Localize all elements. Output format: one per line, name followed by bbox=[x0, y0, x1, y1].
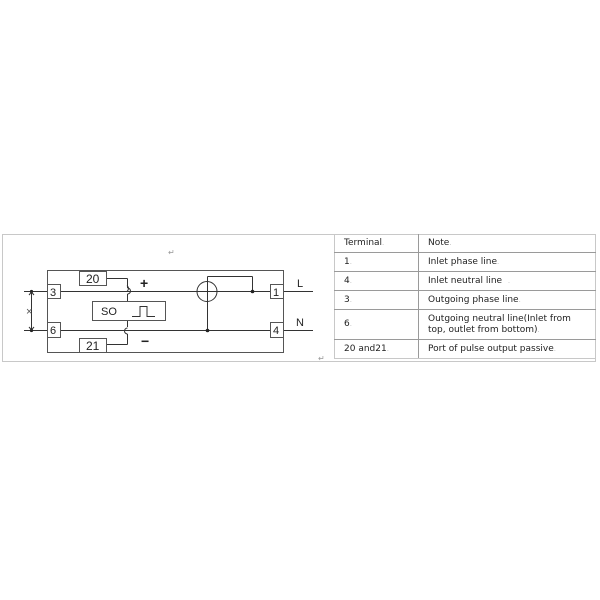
cell-note: Inlet phase line. bbox=[419, 253, 596, 272]
neutral-label: N bbox=[296, 317, 304, 329]
table-row bbox=[335, 272, 596, 291]
table-row bbox=[335, 340, 596, 359]
cell-terminal: 6. bbox=[335, 310, 419, 340]
cell-terminal: 1. bbox=[335, 253, 419, 272]
terminal-1-label: 1 bbox=[273, 287, 280, 299]
paragraph-mark-bottom: ↵ bbox=[318, 354, 325, 363]
phase-label: L bbox=[297, 278, 304, 290]
terminal-table bbox=[334, 234, 596, 359]
terminal-4-label: 4 bbox=[273, 325, 280, 337]
so-label: SO bbox=[101, 306, 117, 318]
cell-note: Outgoing phase line. bbox=[419, 291, 596, 310]
plus-label: + bbox=[140, 275, 149, 291]
cross-label: × bbox=[26, 306, 33, 318]
header-note: Note. bbox=[419, 234, 596, 253]
cell-note: Port of pulse output passive. bbox=[419, 340, 596, 359]
minus-label: − bbox=[141, 333, 150, 349]
terminal-6-label: 6 bbox=[50, 325, 57, 337]
header-terminal: Terminal. bbox=[335, 234, 419, 253]
table-row bbox=[335, 291, 596, 310]
cell-terminal: 20 and21. bbox=[335, 340, 419, 359]
cell-terminal: 3. bbox=[335, 291, 419, 310]
paragraph-mark-top: ↵ bbox=[168, 248, 175, 257]
table-row bbox=[335, 253, 596, 272]
wiring-diagram bbox=[0, 0, 334, 370]
table-header-row bbox=[335, 234, 596, 253]
terminal-20-label: 20 bbox=[86, 272, 100, 286]
cell-note: Outgoing neutral line(Inlet from top, outlet from bottom). bbox=[419, 310, 596, 340]
table-row bbox=[335, 310, 596, 340]
terminal-3-label: 3 bbox=[50, 287, 57, 299]
cell-terminal: 4. bbox=[335, 272, 419, 291]
cell-note: Inlet neutral line . bbox=[419, 272, 596, 291]
terminal-21-label: 21 bbox=[86, 339, 100, 353]
